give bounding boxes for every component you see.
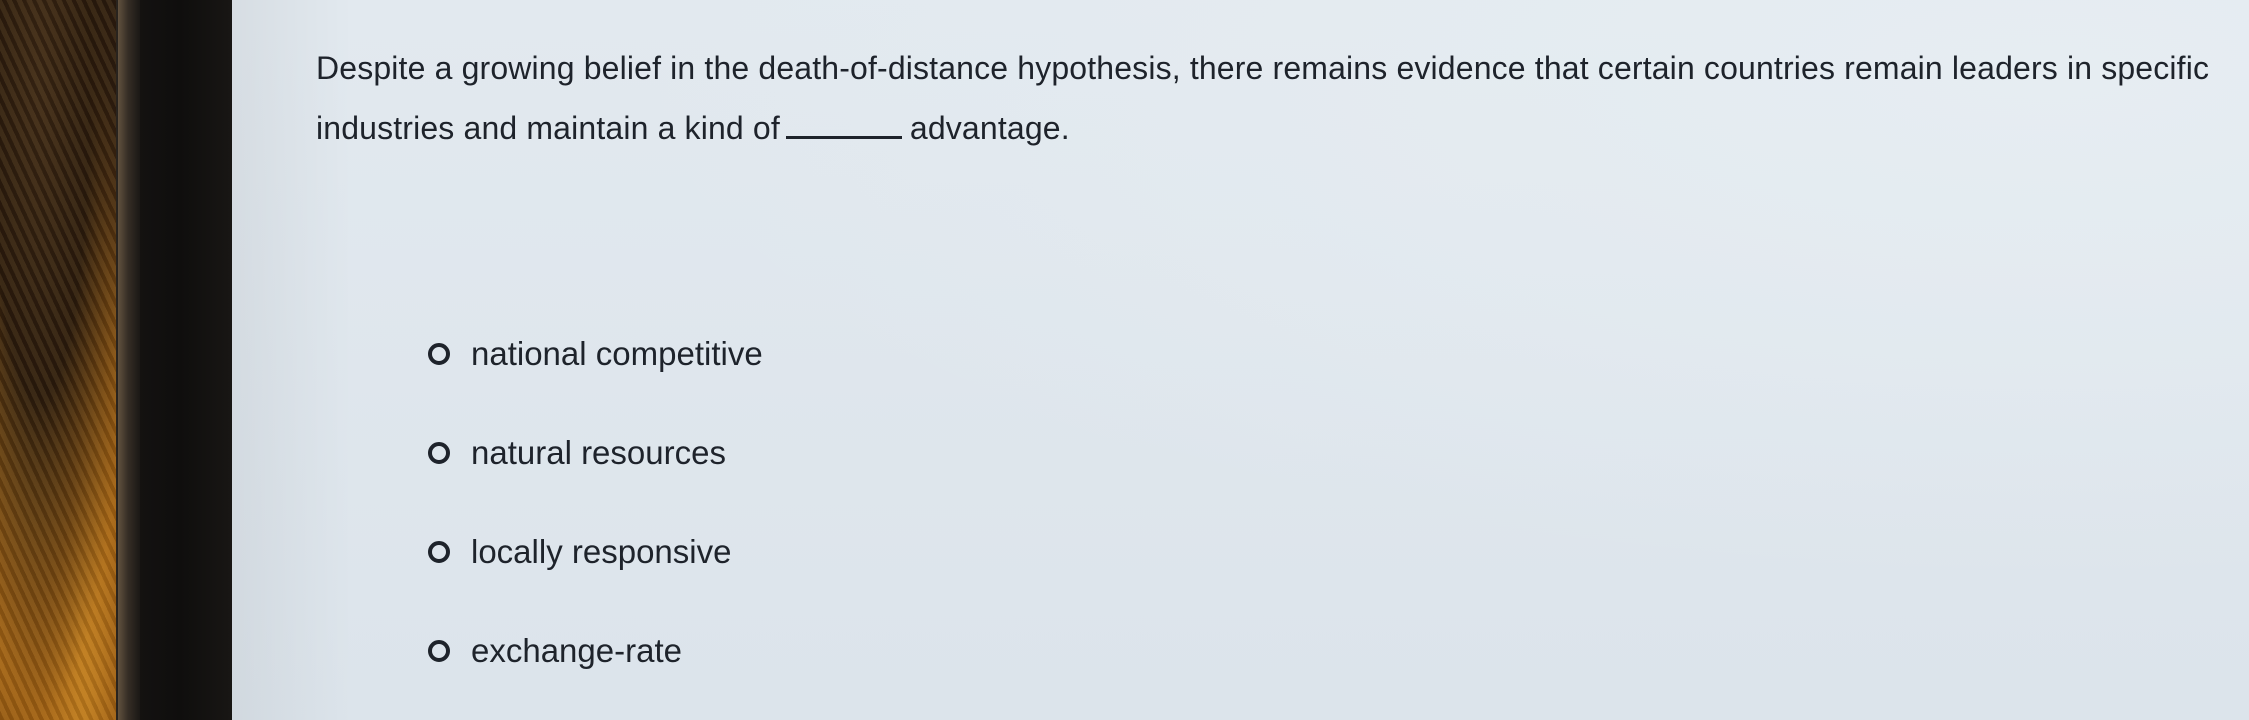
option-national-competitive[interactable]: [428, 330, 763, 378]
option-label: exchange-rate: [471, 632, 682, 669]
option-label: national competitive: [471, 335, 763, 372]
monitor-bezel-edge: [118, 0, 140, 720]
option-locally-responsive[interactable]: [428, 528, 763, 576]
radio-button[interactable]: [428, 541, 450, 563]
question-text-start: Despite a growing belief in the death-of-distance hypothesis, there remains evidence that certain countries remain leaders in specific industries and maintain a kind of: [316, 50, 2210, 146]
question-text-end: advantage.: [909, 110, 1070, 146]
option-label: natural resources: [471, 434, 726, 471]
radio-button[interactable]: [428, 640, 450, 662]
option-label: locally responsive: [471, 533, 732, 570]
radio-button[interactable]: [428, 343, 450, 365]
question-prompt: [316, 38, 2246, 158]
quiz-screen: [232, 0, 2249, 720]
radio-button[interactable]: [428, 442, 450, 464]
answer-blank: [786, 136, 902, 139]
option-natural-resources[interactable]: [428, 429, 763, 477]
answer-options: [428, 330, 763, 675]
option-exchange-rate[interactable]: [428, 627, 763, 675]
